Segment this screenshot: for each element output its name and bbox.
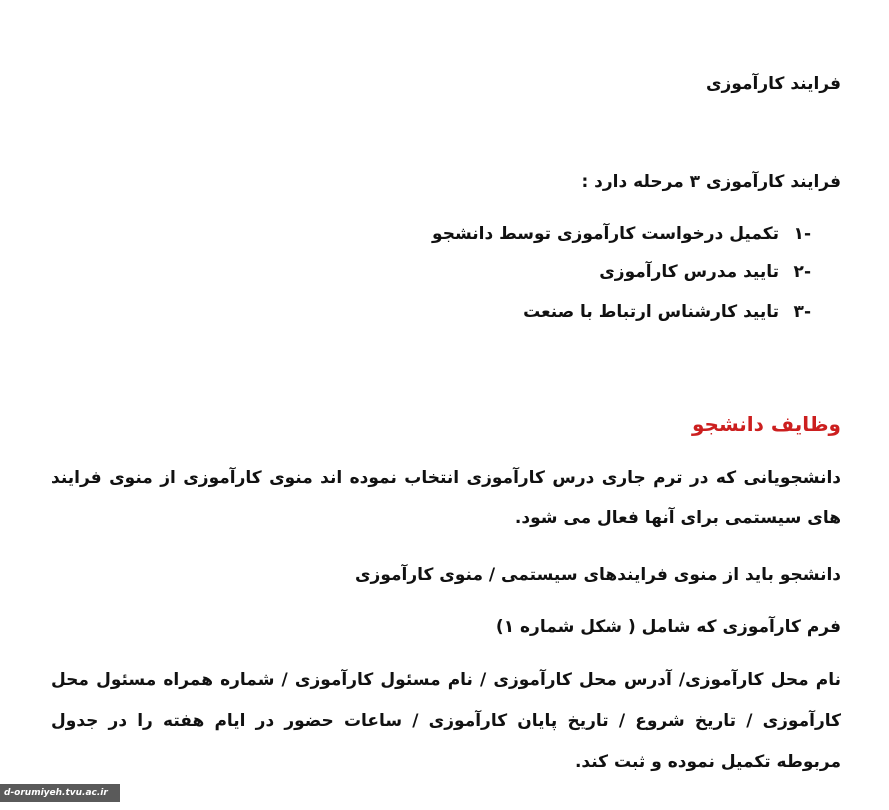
step-text: تایید کارشناس ارتباط با صنعت <box>523 302 779 322</box>
process-intro: فرایند کارآموزی ۳ مرحله دارد : <box>581 172 841 192</box>
step-number: -۱ <box>793 224 811 244</box>
paragraph-form-reference: فرم کارآموزی که شامل ( شکل شماره ۱) <box>495 617 841 637</box>
list-item <box>432 222 811 246</box>
step-number: -۳ <box>793 302 811 322</box>
step-text: تکمیل درخواست کارآموزی توسط دانشجو <box>432 224 779 244</box>
site-watermark: d-orumiyeh.tvu.ac.ir <box>0 784 120 802</box>
list-item <box>523 300 811 324</box>
step-text: تایید مدرس کارآموزی <box>599 262 779 282</box>
paragraph-menu-activation: دانشجویانی که در ترم جاری درس کارآموزی انتخاب نموده اند منوی کارآموزی از منوی فرایند های سیستمی برای آنها فعال می شود. <box>51 468 841 528</box>
paragraph-menu-path: دانشجو باید از منوی فرایندهای سیستمی / منوی کارآموزی <box>354 565 841 585</box>
paragraph-form-fields: نام محل کارآموزی/ آدرس محل کارآموزی / نام مسئول کارآموزی / شماره همراه مسئول محل کارآموزی / تاریخ شروع / تاریخ پایان کارآموزی / ساعات حضور در ایام هفته را در جدول مربوطه تکمیل نموده و ثبت کند. <box>51 670 841 772</box>
list-item <box>599 260 811 284</box>
section-heading: وظایف دانشجو <box>691 412 841 436</box>
step-number: -۲ <box>793 262 811 282</box>
page-title: فرایند کارآموزی <box>705 74 841 94</box>
